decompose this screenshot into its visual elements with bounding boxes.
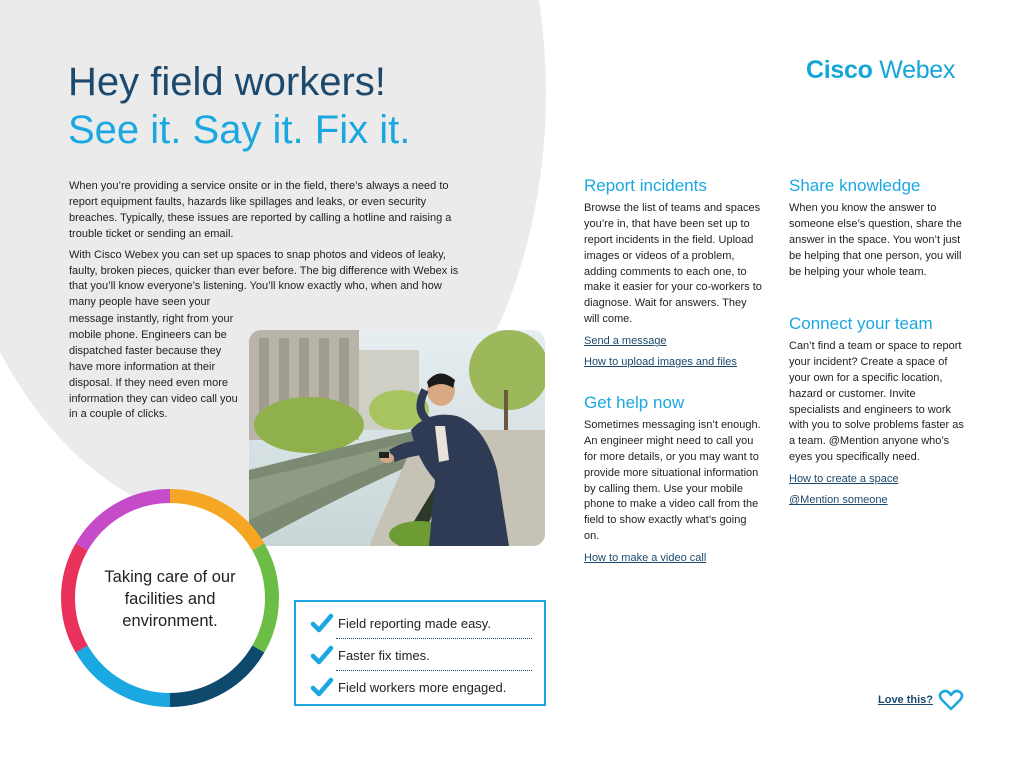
heart-icon[interactable] [938, 687, 964, 713]
intro-paragraph-1: When you’re providing a service onsite or in the field, there’s always a need to report equipment faults, hazards like spillages and leaks, or even security breaches. Typically, these issues are reported by calling a hotline and raising a trouble ticket or sending an email. [69, 180, 452, 240]
field-worker-photo [249, 330, 545, 546]
checklist-divider [336, 638, 532, 639]
get-help-body: Sometimes messaging isn’t enough. An engineer might need to call you for more details, or you may want to provide more situational information by calling them. Use your mobile phone to make a video call from the field to show exactly what’s going on. [584, 418, 761, 543]
share-knowledge-body: When you know the answer to someone else’s question, share the answer in the space. You won’t just be helping that one person, you will be helping your whole team. [789, 201, 962, 278]
benefits-checklist [294, 600, 546, 706]
headline-line-1: Hey field workers! [68, 60, 386, 104]
share-knowledge-section [789, 178, 969, 286]
intro-text [69, 179, 461, 316]
connect-team-heading: Connect your team [789, 314, 933, 333]
mention-someone-link[interactable]: @Mention someone [789, 494, 888, 507]
checkmark-icon [310, 675, 334, 699]
intro-paragraph-2: With Cisco Webex you can set up spaces to snap photos and videos of leaky, faulty, broken pieces, quicker than ever before. The big difference with Webex is that you’ll know everyone’s listening. You’ll know exactly who, when and how many people have seen your [69, 248, 459, 309]
love-this-link[interactable]: Love this? [878, 694, 934, 706]
report-incidents-heading: Report incidents [584, 176, 707, 195]
video-call-link[interactable]: How to make a video call [584, 552, 707, 565]
get-help-heading: Get help now [584, 393, 685, 412]
checklist-item-label: Field workers more engaged. [338, 679, 507, 695]
checklist-item [310, 640, 530, 670]
connect-team-section [789, 316, 969, 514]
upload-images-link[interactable]: How to upload images and files [584, 356, 737, 369]
get-help-section [584, 395, 764, 572]
create-space-link[interactable]: How to create a space [789, 473, 899, 486]
photo-illustration [249, 330, 545, 546]
ring-caption: Taking care of our facilities and environment. [104, 568, 236, 630]
checklist-item-label: Faster fix times. [338, 647, 430, 663]
checklist-item-label: Field reporting made easy. [338, 615, 491, 631]
send-message-link[interactable]: Send a message [584, 335, 667, 348]
report-incidents-body: Browse the list of teams and spaces you’re in, that have been set up to report incidents in the field. Upload images or videos of a problem, adding comments to each one, to make it easier for your co-workers to diagnose. Wait for answers. They will come. [584, 201, 762, 326]
checkmark-icon [310, 643, 334, 667]
checklist-item [310, 608, 530, 638]
share-knowledge-heading: Share knowledge [789, 176, 921, 195]
checkmark-icon [310, 611, 334, 635]
headline-line-2: See it. Say it. Fix it. [68, 108, 411, 152]
checklist-item [310, 672, 530, 702]
report-incidents-section [584, 178, 764, 376]
connect-team-body: Can’t find a team or space to report your incident? Create a space of your own for a specific location, hazard or customer. Invite specialists and engineers to work with you to solve problems faster as a team. @Mention anyone who’s eyes you specifically need. [789, 339, 964, 464]
intro-paragraph-2-continued: message instantly, right from your mobile phone. Engineers can be dispatched faster because they have more information at their disposal. If they need even more information they can video call you in a couple of clicks. [69, 313, 238, 421]
checklist-divider [336, 670, 532, 671]
cisco-webex-logo: Cisco Webex [806, 56, 956, 84]
